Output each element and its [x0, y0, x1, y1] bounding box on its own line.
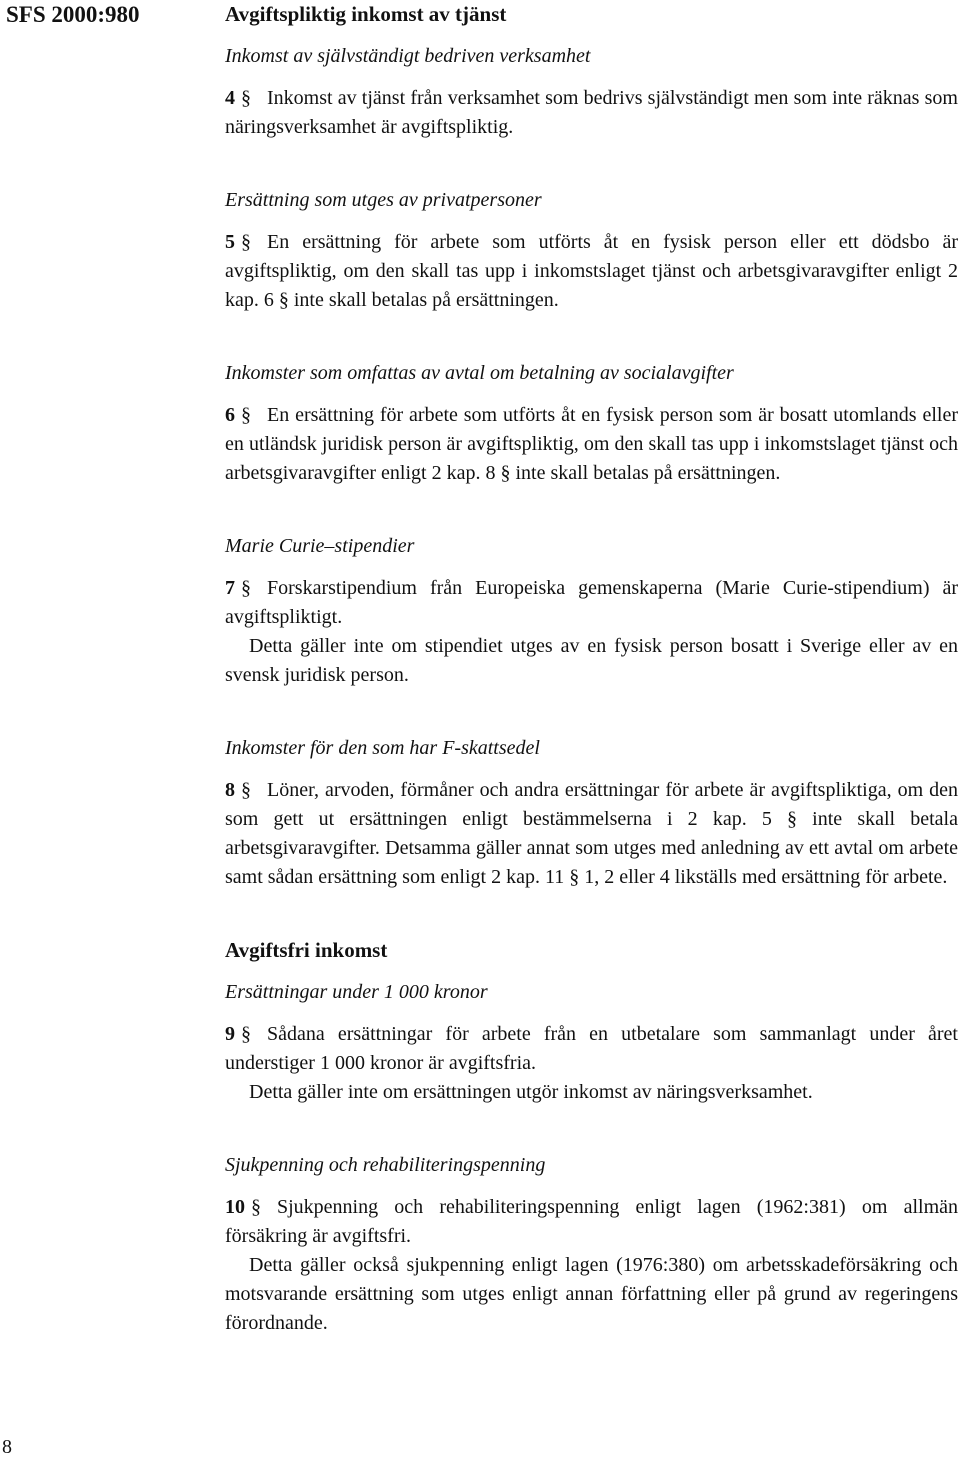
section-text: Sådana ersättningar för arbete från en utbetalare som sammanlagt under året understiger 1 000 kronor är avgiftsfria. — [225, 1023, 958, 1074]
section-number: 8 — [225, 779, 235, 801]
paragraph-s6 — [225, 401, 958, 488]
section-symbol: § — [241, 231, 251, 253]
section-symbol: § — [241, 577, 251, 599]
section-symbol: § — [251, 1196, 261, 1218]
section-number: 7 — [225, 577, 235, 599]
section-number: 10 — [225, 1196, 245, 1218]
heading-avgiftsfri: Avgiftsfri inkomst — [225, 938, 388, 962]
paragraph-s9-second: Detta gäller inte om ersättningen utgör inkomst av näringsverksamhet. — [249, 1081, 813, 1103]
section-text: Forskarstipendium från Europeiska gemenskaperna (Marie Curie-stipendium) är avgiftspliktigt. — [225, 577, 958, 628]
section-text: En ersättning för arbete som utförts åt en fysisk person eller ett dödsbo är avgiftspliktig, om den skall tas upp i inkomstslaget tjänst och arbetsgivaravgifter enligt 2 kap. 6 § inte skall betalas på ersättningen. — [225, 231, 958, 311]
sfs-number: SFS 2000:980 — [6, 2, 140, 27]
paragraph-s7 — [225, 574, 958, 632]
section-symbol: § — [241, 87, 251, 109]
section-symbol: § — [241, 779, 251, 801]
section-number: 6 — [225, 404, 235, 426]
subheading-s10: Sjukpenning och rehabiliteringspenning — [225, 1154, 546, 1176]
section-text: Löner, arvoden, förmåner och andra ersättningar för arbete är avgiftspliktiga, om den som gett ut ersättningen enligt bestämmelserna i 2 kap. 5 § inte skall betala arbetsgivaravgifter. Detsamma gäller annat som utges med anledning av ett avtal om arbete samt sådan ersättning som enligt 2 kap. 11 § 1, 2 eller 4 likställs med ersättning för arbete. — [225, 779, 958, 888]
paragraph-s4 — [225, 84, 958, 142]
paragraph-s10-second: Detta gäller också sjukpenning enligt lagen (1976:380) om arbetsskadeförsäkring och motsvarande ersättning som utges enligt annan författning eller på grund av regeringens förordnande. — [225, 1254, 958, 1334]
paragraph-s9 — [225, 1020, 958, 1078]
subheading-s9: Ersättningar under 1 000 kronor — [225, 981, 488, 1003]
paragraph-s7-second: Detta gäller inte om stipendiet utges av en fysisk person bosatt i Sverige eller av en svensk juridisk person. — [225, 635, 958, 686]
section-text: Sjukpenning och rehabiliteringspenning enligt lagen (1962:381) om allmän försäkring är avgiftsfri. — [225, 1196, 958, 1247]
section-text: Inkomst av tjänst från verksamhet som bedrivs självständigt men som inte räknas som näringsverksamhet är avgiftspliktig. — [225, 87, 958, 138]
section-symbol: § — [241, 404, 251, 426]
paragraph-s8 — [225, 776, 958, 892]
subheading-s4: Inkomst av självständigt bedriven verksamhet — [225, 45, 591, 67]
subheading-s7: Marie Curie–stipendier — [225, 535, 415, 557]
document-body — [225, 0, 958, 1338]
heading-avgiftspliktig: Avgiftspliktig inkomst av tjänst — [225, 2, 507, 26]
page-number: 8 — [2, 1436, 12, 1458]
paragraph-s5 — [225, 228, 958, 315]
section-number: 9 — [225, 1023, 235, 1045]
paragraph-s10 — [225, 1193, 958, 1251]
subheading-s8: Inkomster för den som har F-skattsedel — [225, 737, 540, 759]
section-symbol: § — [241, 1023, 251, 1045]
subheading-s6: Inkomster som omfattas av avtal om betalning av socialavgifter — [225, 362, 734, 384]
section-number: 4 — [225, 87, 235, 109]
subheading-s5: Ersättning som utges av privatpersoner — [225, 189, 542, 211]
section-text: En ersättning för arbete som utförts åt en fysisk person som är bosatt utomlands eller en utländsk juridisk person är avgiftspliktig, om den skall tas upp i inkomstslaget tjänst och arbetsgivaravgifter enligt 2 kap. 8 § inte skall betalas på ersättningen. — [225, 404, 958, 484]
section-number: 5 — [225, 231, 235, 253]
